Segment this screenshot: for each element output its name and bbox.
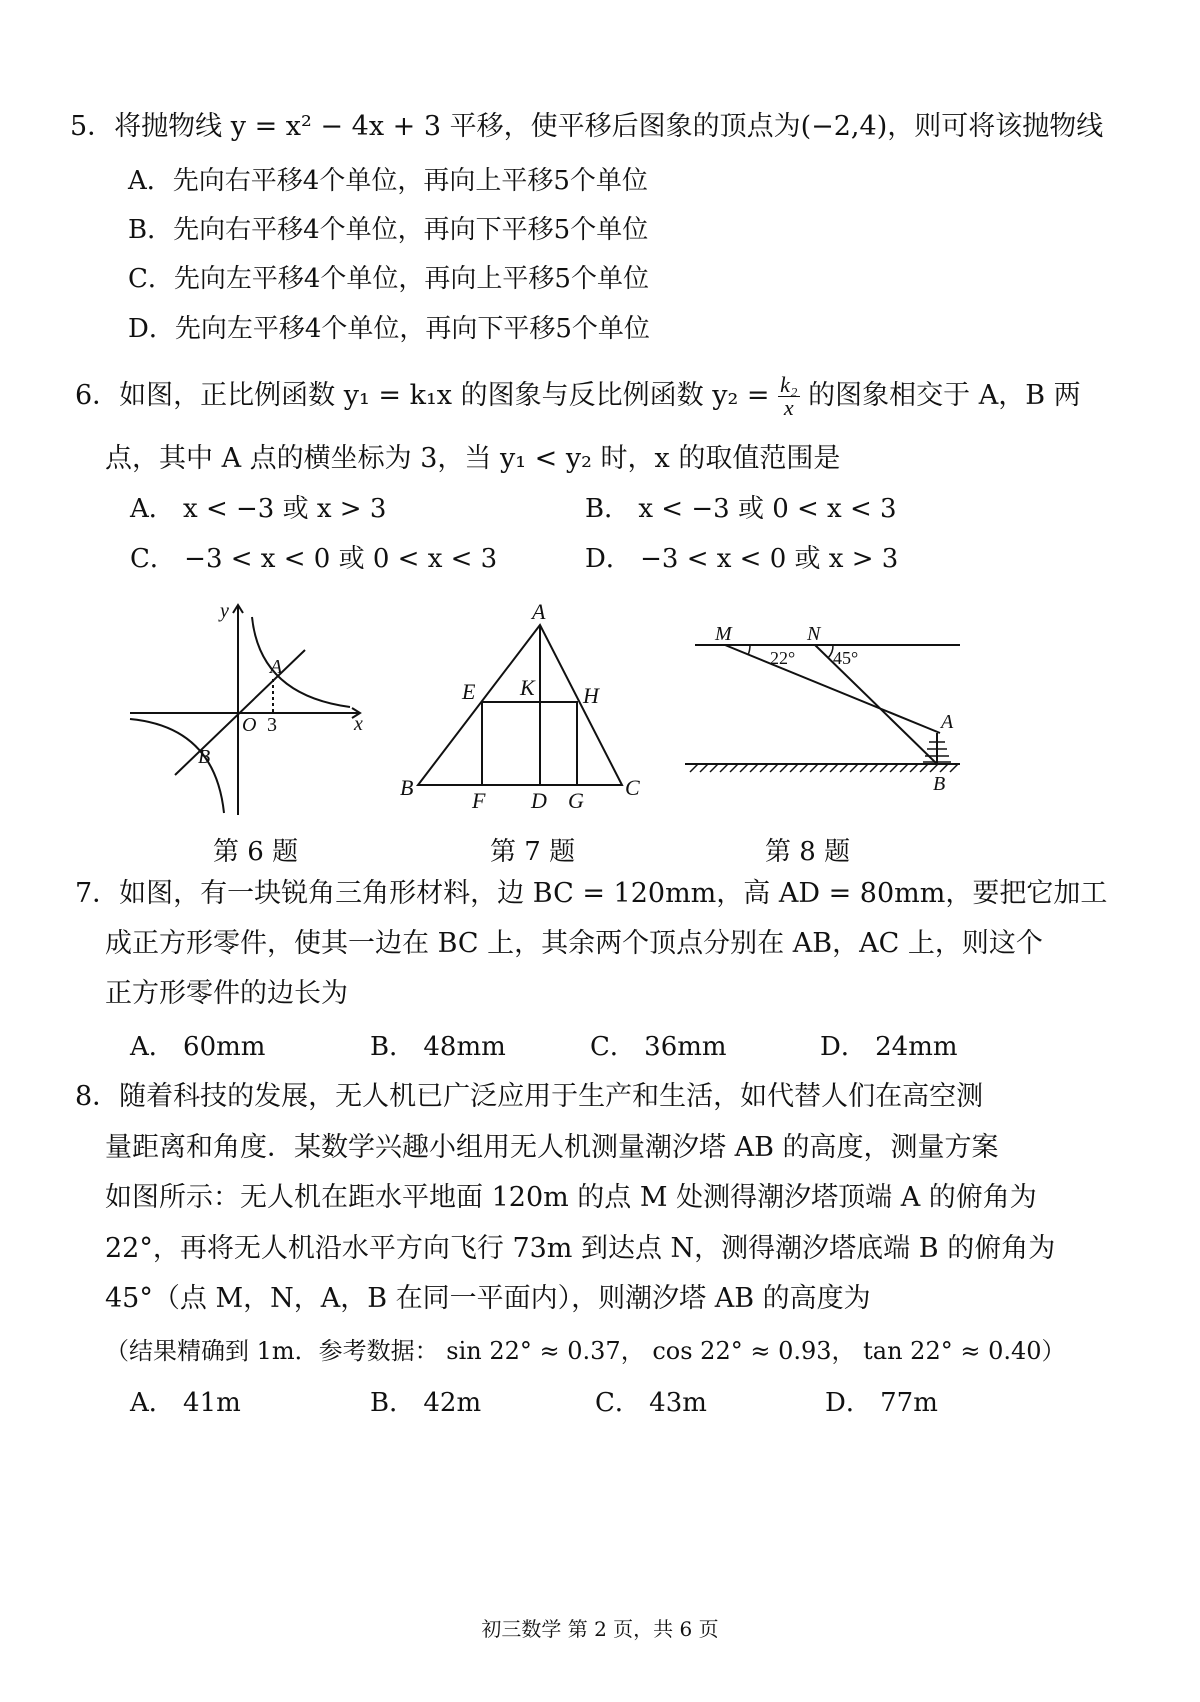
q6-fraction-denominator: x [783,395,794,420]
fig7-label-h: H [583,683,599,708]
fig8-caption: 第 8 题 [765,837,851,867]
fig6-label-x: x [354,713,363,735]
fig8-label-angle-45: 45° [833,648,859,668]
hyperbola-branch-1 [252,617,350,707]
q5-option-d: D．先向左平移4个单位，再向下平移5个单位 [128,314,650,344]
q8-line3: 如图所示：无人机在距水平地面 120m 的点 M 处测得潮汐塔顶端 A 的俯角为 [105,1182,1037,1213]
q7-option-d: D． 24mm [820,1032,958,1062]
q8-option-b: B． 42m [370,1388,482,1418]
fig8-label-m: M [715,623,732,645]
fig7-label-d: D [531,788,547,813]
angle-arc-22 [748,645,750,655]
q5-option-a: A．先向右平移4个单位，再向上平移5个单位 [128,166,648,196]
q8-option-d: D． 77m [825,1388,938,1418]
fig7-caption: 第 7 题 [490,837,576,867]
fig8-label-angle-22: 22° [770,648,796,668]
q8-line4: 22°，再将无人机沿水平方向飞行 73m 到达点 N，测得潮汐塔底端 B 的俯角为 [105,1233,1056,1264]
q6-fraction [778,374,799,419]
fig6-label-a: A [270,656,283,678]
q6-stem-line1 [75,370,1081,422]
q7-line2: 成正方形零件，使其一边在 BC 上，其余两个顶点分别在 AB，AC 上，则这个 [105,928,1043,959]
fig8-label-a: A [941,711,954,733]
q6-stem-part-a: 6．如图，正比例函数 y₁ = k₁x 的图象与反比例函数 y₂ = [75,380,770,411]
fig7-label-a: A [532,599,546,624]
ground-hatching [690,764,958,772]
q5-stem: 5．将抛物线 y = x² − 4x + 3 平移，使平移后图象的顶点为(−2,4)，则可将该抛物线 [70,111,1104,142]
fig7-label-e: E [462,679,476,704]
fig6-label-b: B [198,746,211,768]
q8-line2: 量距离和角度．某数学兴趣小组用无人机测量潮汐塔 AB 的高度，测量方案 [105,1132,999,1163]
q8-option-a: A． 41m [130,1388,241,1418]
fig6-caption: 第 6 题 [213,837,299,867]
q5-option-b: B．先向右平移4个单位，再向下平移5个单位 [128,215,649,245]
q5-option-c: C．先向左平移4个单位，再向上平移5个单位 [128,264,649,294]
fig7-label-f: F [472,788,486,813]
q8-option-c: C． 43m [595,1388,707,1418]
q8-line5: 45°（点 M，N，A，B 在同一平面内），则潮汐塔 AB 的高度为 [105,1283,871,1314]
q6-option-b: B． x < −3 或 0 < x < 3 [585,494,897,524]
fig8-label-n: N [807,623,821,645]
q8-line6: （结果精确到 1m．参考数据： sin 22° ≈ 0.37， cos 22° ≈ 0.93， tan 22° ≈ 0.40） [105,1337,1066,1365]
q6-option-c: C． −3 < x < 0 或 0 < x < 3 [130,544,498,574]
q6-option-a: A． x < −3 或 x > 3 [130,494,387,524]
fig7-label-c: C [625,775,640,800]
q6-stem-line2: 点，其中 A 点的横坐标为 3，当 y₁ < y₂ 时，x 的取值范围是 [105,443,841,474]
q7-option-c: C． 36mm [590,1032,727,1062]
q8-line1: 8．随着科技的发展，无人机已广泛应用于生产和生活，如代替人们在高空测 [75,1081,984,1112]
figure-q6 [120,595,380,825]
figure-q7 [400,595,660,825]
page-footer: 初三数学 第 2 页，共 6 页 [481,1617,719,1641]
fig8-label-b: B [933,773,946,795]
fig7-label-b: B [400,775,414,800]
q6-option-d: D． −3 < x < 0 或 x > 3 [585,544,899,574]
fig7-label-k: K [520,675,535,700]
fig6-label-y: y [220,600,229,622]
fig6-label-three: 3 [267,714,277,736]
figure-q8 [685,620,985,800]
fig7-label-g: G [568,788,584,813]
q7-option-a: A． 60mm [130,1032,266,1062]
q6-stem-part-b: 的图象相交于 A，B 两 [808,380,1081,411]
q7-line3: 正方形零件的边长为 [105,978,348,1009]
q7-line1: 7．如图，有一块锐角三角形材料，边 BC = 120mm，高 AD = 80mm，要把它加工 [75,878,1108,909]
fig6-label-o: O [242,714,257,736]
q6-fraction-numerator: k₂ [780,372,798,397]
square-efgh [482,702,577,785]
q7-option-b: B． 48mm [370,1032,506,1062]
